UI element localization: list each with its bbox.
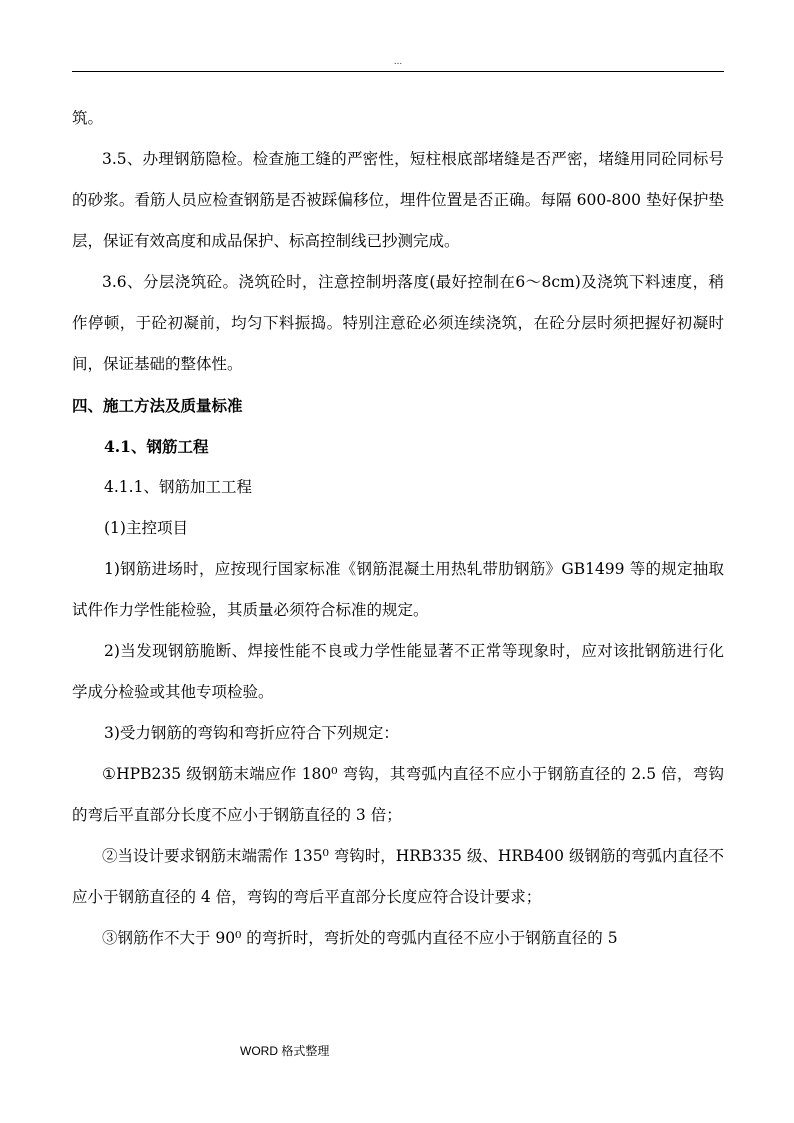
page-footer: WORD 格式整理 [240, 1044, 330, 1058]
paragraph-circled-1: ①HPB235 级钢筋末端应作 180⁰ 弯钩，其弯弧内直径不应小于钢筋直径的 2.5 倍，弯钩的弯后平直部分长度不应小于钢筋直径的 3 倍； [72, 765, 724, 824]
paragraph-item-2: 2)当发现钢筋脆断、焊接性能不良或力学性能显著不正常等现象时，应对该批钢筋进行化学成分检验或其他专项检验。 [72, 642, 724, 701]
paragraph-continuation: 筑。 [72, 109, 104, 127]
page-header: ... [393, 56, 403, 67]
section-heading-4: 四、施工方法及质量标准 [72, 396, 243, 415]
paragraph-3-5: 3.5、办理钢筋隐检。检查施工缝的严密性，短柱根底部堵缝是否严密，堵缝用同砼同标号的砂浆。看筋人员应检查钢筋是否被踩偏移位，埋件位置是否正确。每隔 600-800 垫好保护垫层，保证有效高度和成品保护、标高控制线已抄测完成。 [72, 150, 724, 250]
subsection-main-items: (1)主控项目 [104, 519, 188, 537]
header-rule [72, 71, 724, 72]
paragraph-3-6: 3.6、分层浇筑砼。浇筑砼时，注意控制坍落度(最好控制在6～8cm)及浇筑下料速度，稍作停顿，于砼初凝前，均匀下料振捣。特别注意砼必须连续浇筑，在砼分层时须把握好初凝时间，保证基础的整体性。 [72, 273, 724, 373]
paragraph-item-3: 3)受力钢筋的弯钩和弯折应符合下列规定： [104, 724, 399, 742]
document-body [72, 98, 724, 959]
section-heading-4-1-1: 4.1.1、钢筋加工工程 [104, 478, 252, 496]
paragraph-circled-2: ②当设计要求钢筋末端需作 135⁰ 弯钩时，HRB335 级、HRB400 级钢筋的弯弧内直径不应小于钢筋直径的 4 倍，弯钩的弯后平直部分长度应符合设计要求； [72, 847, 724, 906]
paragraph-item-1: 1)钢筋进场时，应按现行国家标准《钢筋混凝土用热轧带肋钢筋》GB1499 等的规定抽取试件作力学性能检验，其质量必须符合标准的规定。 [72, 560, 724, 619]
paragraph-circled-3: ③钢筋作不大于 90⁰ 的弯折时，弯折处的弯弧内直径不应小于钢筋直径的 5 [102, 929, 618, 947]
section-heading-4-1: 4.1、钢筋工程 [104, 437, 209, 456]
